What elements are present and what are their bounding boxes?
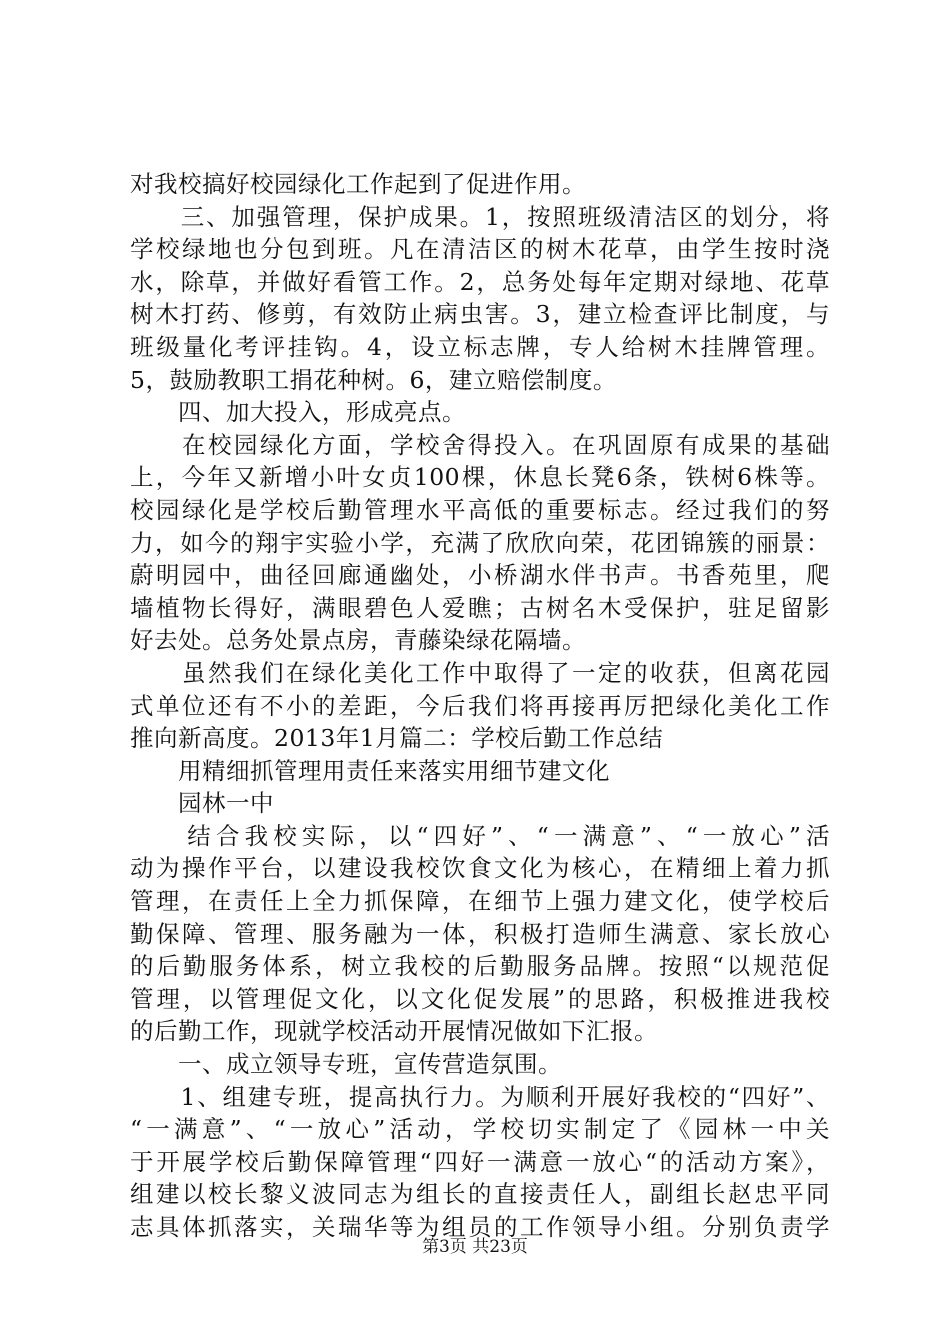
text-line: 推向新高度。2013年1月篇二：学校后勤工作总结 [130,724,664,753]
text-line: 班级量化考评挂钩。4，设立标志牌，专人给树木挂牌管理。 [130,332,830,361]
text-line: “一满意”、“一放心”活动，学校切实制定了《园林一中关 [130,1115,830,1144]
text-line: 的后勤工作，现就学校活动开展情况做如下汇报。 [130,1017,658,1046]
text-line: 力，如今的翔宇实验小学，充满了欣欣向荣，花团锦簇的丽景： [130,528,830,557]
text-line: 学校绿地也分包到班。凡在清洁区的树木花草，由学生按时浇 [130,235,830,264]
text-line: 在校园绿化方面，学校舍得投入。在巩固原有成果的基础 [130,430,830,459]
text-line: 管理，以管理促文化，以文化促发展”的思路，积极推进我校 [130,984,830,1013]
text-line: 志具体抓落实，关瑞华等为组员的工作领导小组。分别负责学 [130,1213,830,1241]
text-line: 结合我校实际，以“四好”、“一满意”、“一放心”活 [130,821,830,850]
article-subtitle: 用精细抓管理用责任来落实用细节建文化 [130,756,610,785]
text-line: 动为操作平台，以建设我校饮食文化为核心，在精细上着力抓 [130,854,830,883]
document-body [130,168,830,1244]
text-line: 上，今年又新增小叶女贞100棵，休息长凳6条，铁树6株等。 [130,463,830,492]
section-heading: 四、加大投入，形成亮点。 [130,398,466,427]
text-line: 好去处。总务处景点房，青藤染绿花隔墙。 [130,626,586,655]
text-line: 1、组建专班，提高执行力。为顺利开展好我校的“四好”、 [130,1082,830,1111]
section-heading: 一、成立领导专班，宣传营造氛围。 [130,1050,562,1079]
text-line: 树木打药、修剪，有效防止病虫害。3，建立检查评比制度，与 [130,300,830,329]
text-line: 对我校搞好校园绿化工作起到了促进作用。 [130,170,586,198]
text-line: 5，鼓励教职工捐花种树。6，建立赔偿制度。 [130,365,617,394]
text-line: 墙植物长得好，满眼碧色人爱瞧；古树名木受保护，驻足留影 [130,593,830,622]
text-line: 校园绿化是学校后勤管理水平高低的重要标志。经过我们的努 [130,495,830,524]
author-line: 园林一中 [130,789,274,818]
text-line: 于开展学校后勤保障管理“四好一满意一放心“的活动方案》， [130,1147,830,1176]
text-line: 勤保障、管理、服务融为一体，积极打造师生满意、家长放心 [130,919,830,948]
text-line: 组建以校长黎义波同志为组长的直接责任人，副组长赵忠平同 [130,1180,830,1209]
text-line: 虽然我们在绿化美化工作中取得了一定的收获，但离花园 [130,658,830,687]
text-line: 管理，在责任上全力抓保障，在细节上强力建文化，使学校后 [130,887,830,916]
page-number-footer: 第3页 共23页 [422,1237,528,1257]
text-line: 式单位还有不小的差距，今后我们将再接再厉把绿化美化工作 [130,691,830,720]
text-line: 水，除草，并做好看管工作。2，总务处每年定期对绿地、花草 [130,267,830,296]
text-line: 三、加强管理，保护成果。1，按照班级清洁区的划分，将 [130,202,830,231]
text-line: 的后勤服务体系，树立我校的后勤服务品牌。按照“以规范促 [130,952,830,981]
text-line: 蔚明园中，曲径回廊通幽处，小桥湖水伴书声。书香苑里，爬 [130,561,830,590]
